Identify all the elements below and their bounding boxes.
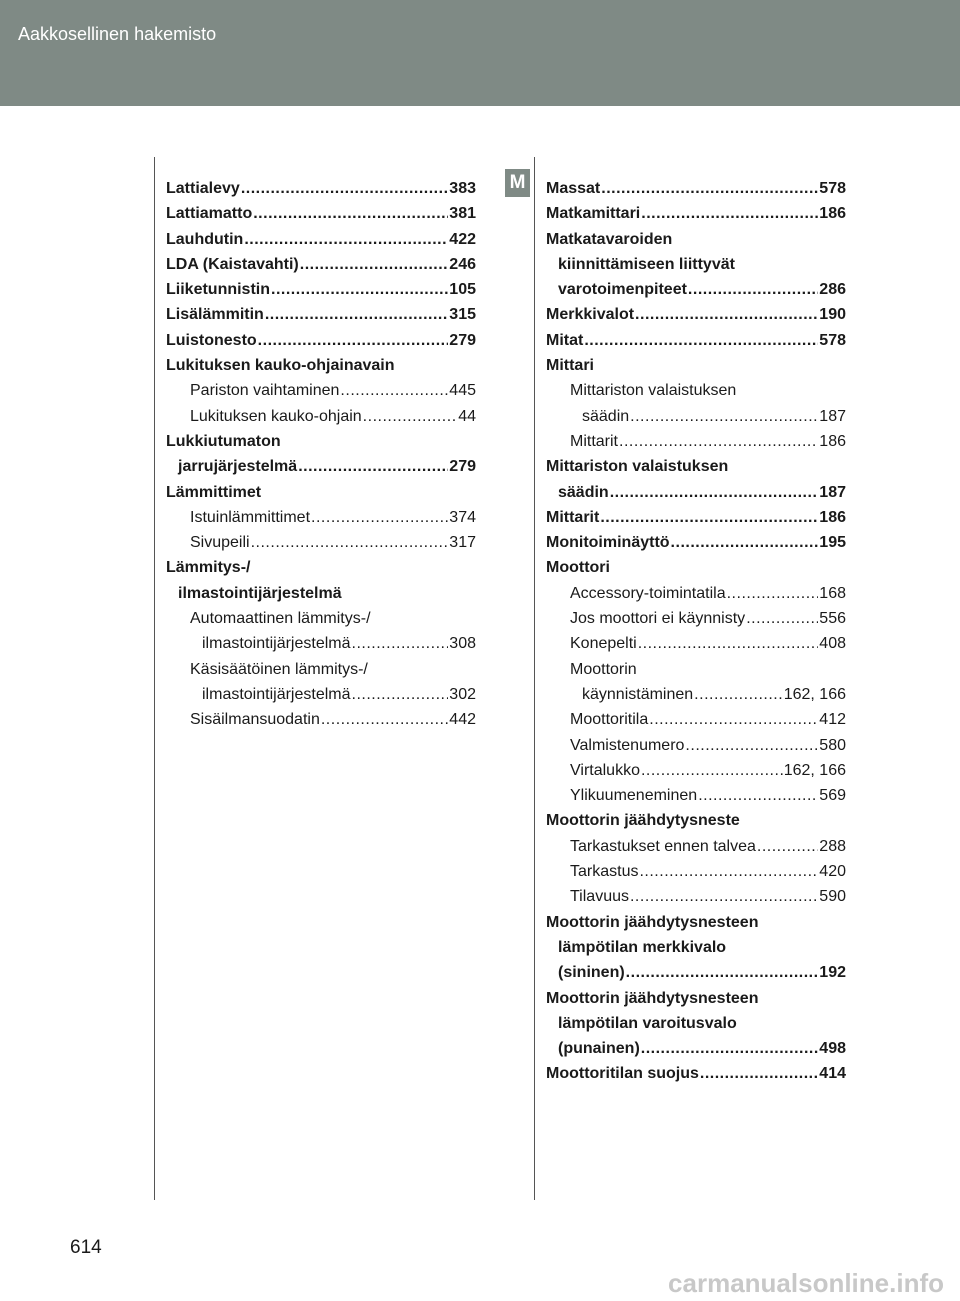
index-entry-label: Lämmittimet <box>166 483 262 501</box>
dot-leader <box>757 834 818 859</box>
dot-leader <box>619 429 818 454</box>
index-entry-page: 105 <box>449 281 476 299</box>
index-entry-page: 44 <box>458 407 476 425</box>
dot-leader <box>363 404 458 429</box>
index-entry-label: Mittariston valaistuksen <box>546 458 729 476</box>
index-entry <box>546 505 846 530</box>
index-entry-label: Ylikuumeneminen <box>570 787 698 805</box>
dot-leader <box>584 328 818 353</box>
index-entry <box>546 277 846 302</box>
index-entry <box>546 555 846 580</box>
index-entry-label: Lisälämmitin <box>166 306 264 324</box>
index-entry <box>166 530 476 555</box>
dot-leader <box>639 859 818 884</box>
index-entry <box>166 657 476 682</box>
index-entry <box>546 454 846 479</box>
index-entry-page: 168 <box>819 584 846 602</box>
index-entry-label: Monitoiminäyttö <box>546 534 670 552</box>
index-entry-page: 580 <box>819 736 846 754</box>
index-entry-label: Massat <box>546 180 601 197</box>
index-entry-page: 246 <box>449 255 476 273</box>
index-entry <box>166 631 476 656</box>
index-entry <box>166 227 476 252</box>
dot-leader <box>638 631 819 656</box>
dot-leader <box>746 606 818 631</box>
index-entry-label: Lattialevy <box>166 180 240 197</box>
index-entry-label: Moottoritilan suojus <box>546 1065 699 1083</box>
index-entry <box>166 353 476 378</box>
dot-leader <box>300 252 449 277</box>
index-entry-page: 590 <box>819 888 846 906</box>
index-entry <box>166 176 476 201</box>
index-entry <box>546 429 846 454</box>
index-entry <box>546 1036 846 1061</box>
dot-leader <box>244 227 448 252</box>
index-entry-label: ilmastointijärjestelmä <box>202 635 351 653</box>
index-entry <box>546 201 846 226</box>
dot-leader <box>630 404 818 429</box>
index-entry <box>166 555 476 580</box>
index-entry-label: lämpötilan merkkivalo <box>558 938 727 956</box>
index-entry-label: Mitat <box>546 331 584 349</box>
index-entry-page: 412 <box>819 711 846 729</box>
index-entry-label: LDA (Kaistavahti) <box>166 255 299 273</box>
index-entry-page: 445 <box>449 382 476 400</box>
dot-leader <box>241 176 448 201</box>
index-entry <box>546 328 846 353</box>
watermark: carmanualsonline.info <box>668 1268 944 1298</box>
index-entry <box>166 707 476 732</box>
index-entry-label: Lauhdutin <box>166 230 244 248</box>
index-entry-label: Moottorin jäähdytysnesteen <box>546 913 759 931</box>
index-entry-page: 315 <box>449 306 476 324</box>
index-entry-label: Virtalukko <box>570 761 640 779</box>
index-entry-page: 442 <box>449 711 476 729</box>
index-entry <box>546 1061 846 1086</box>
dot-leader <box>601 176 818 201</box>
dot-leader <box>311 505 448 530</box>
index-entry-label: Lämmitys-/ <box>166 559 251 577</box>
index-entry-label: Käsisäätöinen lämmitys-/ <box>190 660 368 678</box>
index-entry-page: 187 <box>819 483 846 501</box>
dot-leader <box>253 201 448 226</box>
index-entry-label: Matkamittari <box>546 205 641 223</box>
index-entry <box>546 682 846 707</box>
index-entry <box>546 176 846 201</box>
index-entry <box>166 277 476 302</box>
column-divider-middle <box>534 157 535 1200</box>
index-entry <box>546 986 846 1011</box>
index-entry <box>166 252 476 277</box>
index-entry <box>546 758 846 783</box>
index-entry <box>546 808 846 833</box>
index-entry <box>546 834 846 859</box>
index-entry-page: 279 <box>449 331 476 349</box>
index-entry <box>546 707 846 732</box>
index-entry-label: Lukituksen kauko-ohjainavain <box>166 357 395 375</box>
index-entry <box>166 581 476 606</box>
index-entry-page: 578 <box>819 180 846 197</box>
index-entry <box>546 783 846 808</box>
index-entry-page: 556 <box>819 610 846 628</box>
index-entry-label: Merkkivalot <box>546 306 635 324</box>
dot-leader <box>626 960 819 985</box>
header-title: Aakkosellinen hakemisto <box>18 24 217 44</box>
index-entry-label: Tilavuus <box>570 888 629 906</box>
index-entry-label: Lukituksen kauko-ohjain <box>190 407 362 425</box>
index-entry <box>546 606 846 631</box>
index-entry-page: 408 <box>819 635 846 653</box>
index-column-left <box>166 176 476 733</box>
index-entry-label: säädin <box>558 483 609 501</box>
index-entry-label: Matkatavaroiden <box>546 230 673 248</box>
index-entry-label: ilmastointijärjestelmä <box>178 584 342 602</box>
dot-leader <box>671 530 819 555</box>
dot-leader <box>271 277 448 302</box>
dot-leader <box>694 682 783 707</box>
index-entry-page: 186 <box>819 432 846 450</box>
index-entry <box>546 252 846 277</box>
index-entry-page: 190 <box>819 306 846 324</box>
index-entry-page: 186 <box>819 205 846 223</box>
index-entry-page: 195 <box>819 534 846 552</box>
index-entry-label: kiinnittämiseen liittyvät <box>558 255 735 273</box>
index-entry-page: 279 <box>449 458 476 476</box>
index-entry-label: (sininen) <box>558 964 625 982</box>
dot-leader <box>727 581 819 606</box>
dot-leader <box>698 783 818 808</box>
index-entry-label: Moottorin jäähdytysneste <box>546 812 740 830</box>
index-entry-page: 420 <box>819 863 846 881</box>
dot-leader <box>635 302 818 327</box>
dot-leader <box>258 328 449 353</box>
index-entry-label: jarrujärjestelmä <box>178 458 298 476</box>
index-entry-label: Luistonesto <box>166 331 257 349</box>
index-entry <box>166 378 476 403</box>
index-entry-label: Valmistenumero <box>570 736 685 754</box>
index-entry-page: 288 <box>819 837 846 855</box>
index-entry <box>546 581 846 606</box>
index-entry <box>166 201 476 226</box>
index-entry-label: Tarkastukset ennen talvea <box>570 837 756 855</box>
dot-leader <box>610 480 819 505</box>
index-entry <box>546 530 846 555</box>
index-entry <box>166 606 476 631</box>
index-entry-page: 162, 166 <box>783 761 846 779</box>
index-column-right <box>546 176 846 1087</box>
index-entry-page: 414 <box>819 1065 846 1083</box>
index-entry-label: Accessory-toimintatila <box>570 584 726 602</box>
dot-leader <box>630 884 818 909</box>
page-number: 614 <box>70 1237 102 1258</box>
dot-leader <box>321 707 448 732</box>
index-entry-label: Mittarit <box>570 432 618 450</box>
column-divider-left <box>154 157 155 1200</box>
index-entry-page: 162, 166 <box>783 685 846 703</box>
index-entry-label: (punainen) <box>558 1040 640 1058</box>
index-entry-label: Pariston vaihtaminen <box>190 382 340 400</box>
dot-leader <box>251 530 449 555</box>
index-entry <box>166 429 476 454</box>
index-entry-label: Istuinlämmittimet <box>190 508 311 526</box>
dot-leader <box>641 1036 819 1061</box>
index-entry-label: lämpötilan varoitusvalo <box>558 1014 737 1032</box>
index-entry-label: Automaattinen lämmitys-/ <box>190 610 371 628</box>
index-entry-page: 374 <box>449 508 476 526</box>
index-entry-page: 308 <box>449 635 476 653</box>
dot-leader <box>700 1061 818 1086</box>
dot-leader <box>688 277 818 302</box>
dot-leader <box>649 707 818 732</box>
page-header <box>0 0 960 106</box>
index-entry-page: 381 <box>449 205 476 223</box>
index-entry-label: Liiketunnistin <box>166 281 270 299</box>
section-letter-tab: M <box>505 169 530 197</box>
index-entry-label: Mittarit <box>546 508 600 526</box>
index-entry-page: 187 <box>819 407 846 425</box>
dot-leader <box>641 758 783 783</box>
index-entry-label: Tarkastus <box>570 863 639 881</box>
index-entry <box>546 480 846 505</box>
index-entry-label: Lukkiutumaton <box>166 432 281 450</box>
index-entry-page: 498 <box>819 1040 846 1058</box>
index-entry-label: Sivupeili <box>190 534 250 552</box>
index-entry-label: varotoimenpiteet <box>558 281 687 299</box>
index-entry <box>546 631 846 656</box>
index-entry-label: Moottorin <box>570 660 637 678</box>
index-entry-page: 578 <box>819 331 846 349</box>
index-entry <box>546 1011 846 1036</box>
index-entry <box>546 302 846 327</box>
index-entry-page: 286 <box>819 281 846 299</box>
index-entry-label: säädin <box>582 407 630 425</box>
index-entry <box>546 378 846 403</box>
index-entry-label: Sisäilmansuodatin <box>190 711 320 729</box>
index-entry <box>166 505 476 530</box>
dot-leader <box>265 302 448 327</box>
index-entry-label: Moottoritila <box>570 711 649 729</box>
index-entry <box>546 910 846 935</box>
index-entry-label: Moottorin jäähdytysnesteen <box>546 989 759 1007</box>
index-entry <box>166 682 476 707</box>
index-entry <box>546 733 846 758</box>
index-entry-page: 569 <box>819 787 846 805</box>
index-entry-page: 317 <box>449 534 476 552</box>
index-entry <box>546 657 846 682</box>
dot-leader <box>352 631 449 656</box>
index-entry <box>546 353 846 378</box>
index-entry-label: käynnistäminen <box>582 685 694 703</box>
index-entry <box>546 404 846 429</box>
index-entry-label: ilmastointijärjestelmä <box>202 685 351 703</box>
index-entry <box>166 404 476 429</box>
index-entry <box>166 454 476 479</box>
index-entry-label: Konepelti <box>570 635 637 653</box>
index-entry-label: Moottori <box>546 559 610 577</box>
index-entry-label: Mittari <box>546 357 594 375</box>
index-entry <box>166 480 476 505</box>
dot-leader <box>298 454 448 479</box>
index-entry-page: 422 <box>449 230 476 248</box>
dot-leader <box>641 201 818 226</box>
index-entry <box>546 935 846 960</box>
index-entry <box>546 960 846 985</box>
index-entry <box>546 859 846 884</box>
index-entry-page: 302 <box>449 685 476 703</box>
index-entry-page: 192 <box>819 964 846 982</box>
index-entry <box>546 227 846 252</box>
dot-leader <box>340 378 448 403</box>
index-entry <box>166 302 476 327</box>
index-entry <box>546 884 846 909</box>
index-entry-label: Jos moottori ei käynnisty <box>570 610 746 628</box>
index-entry-page: 383 <box>449 180 476 197</box>
dot-leader <box>685 733 818 758</box>
index-entry-page: 186 <box>819 508 846 526</box>
dot-leader <box>352 682 449 707</box>
index-entry-label: Lattiamatto <box>166 205 253 223</box>
dot-leader <box>600 505 818 530</box>
index-entry-label: Mittariston valaistuksen <box>570 382 737 400</box>
index-entry <box>166 328 476 353</box>
